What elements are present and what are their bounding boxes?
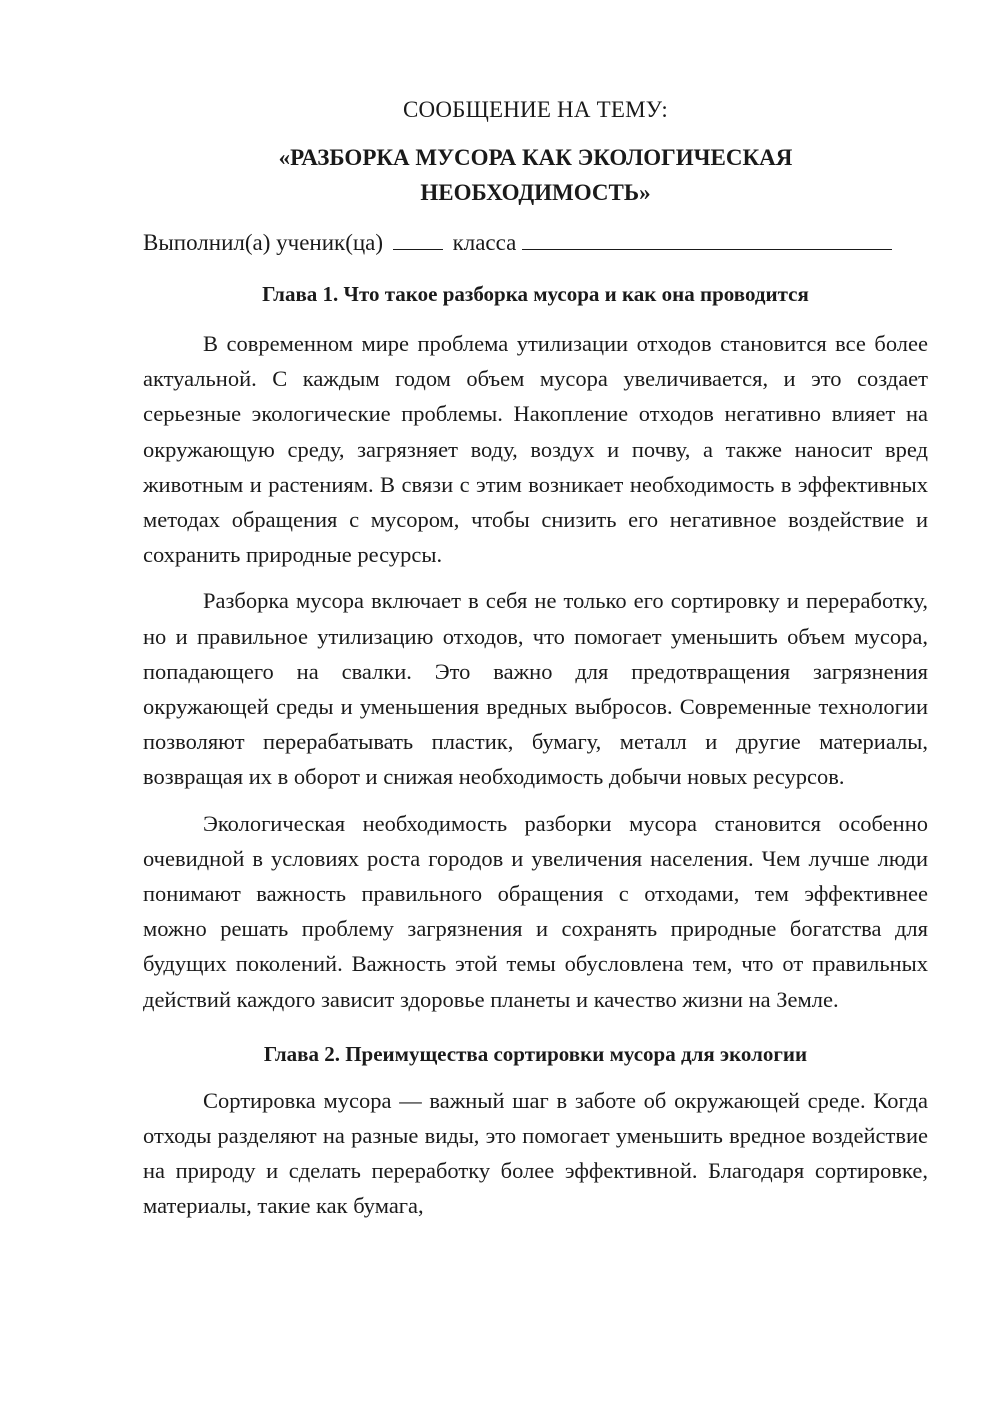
document-title-line-2: НЕОБХОДИМОСТЬ»	[420, 180, 651, 205]
document-title-line-1: «РАЗБОРКА МУСОРА КАК ЭКОЛОГИЧЕСКАЯ	[278, 145, 793, 170]
author-prefix: Выполнил(а) ученик(ца)	[143, 230, 384, 255]
name-blank	[522, 227, 892, 250]
document-title	[143, 140, 928, 210]
document-topic-line: СООБЩЕНИЕ НА ТЕМУ:	[403, 97, 668, 122]
author-class-label: класса	[452, 230, 517, 255]
chapter-2-heading: Глава 2. Преимущества сортировки мусора для экологии	[263, 1041, 808, 1066]
author-line	[143, 225, 928, 260]
chapter-1-paragraph-1: В современном мире проблема утилизации отходов становится все более актуальной. С каждым годом объем мусора увеличивается, и это создает серьезные экологические проблемы. Накопление отходов негативно влияет на окружающую среду, загрязняет воду, воздух и почву, а также наносит вред животным и растениям. В связи с этим возникает необходимость в эффективных методах обращения с мусором, чтобы снизить его негативное воздействие и сохранить природные ресурсы.	[143, 331, 928, 568]
chapter-1-paragraph-2: Разборка мусора включает в себя не только его сортировку и переработку, но и правильное утилизацию отходов, что помогает уменьшить объем мусора, попадающего на свалки. Это важно для предотвращения загрязнения окружающей среды и уменьшения вредных выбросов. Современные технологии позволяют перерабатывать пластик, бумагу, металл и другие материалы, возвращая их в оборот и снижая необходимость добычи новых ресурсов.	[143, 588, 928, 790]
grade-blank	[393, 227, 443, 250]
document-body	[143, 92, 928, 1224]
chapter-2-paragraph-1: Сортировка мусора — важный шаг в заботе об окружающей среде. Когда отходы разделяют на разные виды, это помогает уменьшить вредное воздействие на природу и сделать переработку более эффективной. Благодаря сортировке, материалы, такие как бумага,	[143, 1087, 928, 1219]
chapter-1-paragraph-3: Экологическая необходимость разборки мусора становится особенно очевидной в условиях роста городов и увеличения населения. Чем лучше люди понимают важность правильного обращения с отходами, тем эффективнее можно решать проблему загрязнения и сохранять природные богатства для будущих поколений. Важность этой темы обусловлена тем, что от правильных действий каждого зависит здоровье планеты и качество жизни на Земле.	[143, 810, 928, 1012]
chapter-1-heading: Глава 1. Что такое разборка мусора и как она проводится	[262, 282, 809, 306]
